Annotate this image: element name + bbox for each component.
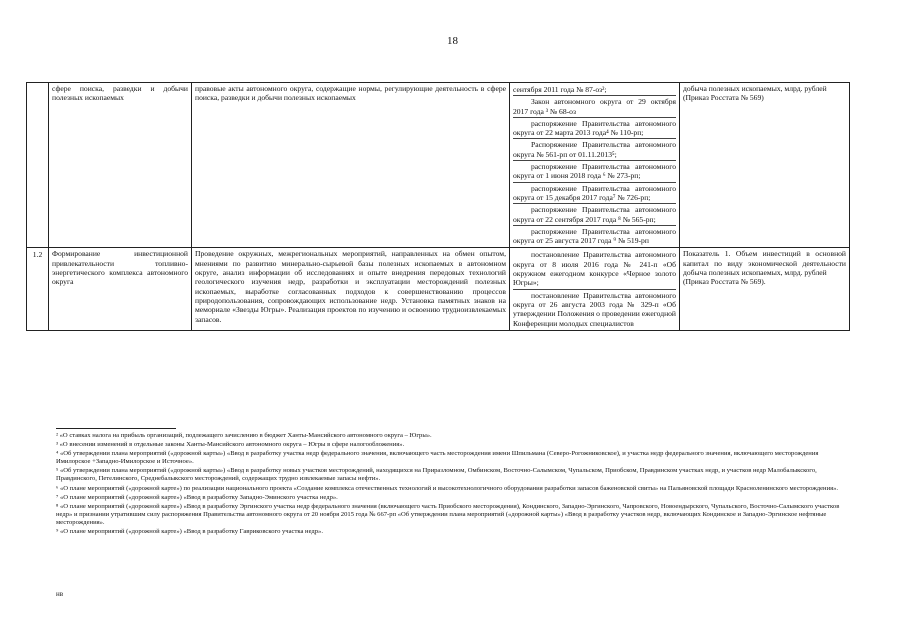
- program-table: [26, 82, 850, 331]
- document-entry: Распоряжение Правительства автономного округа № 561-рп от 01.11.2013⁵;: [513, 139, 676, 161]
- footer-mark: нв: [56, 590, 64, 598]
- footnote: ² «О ставках налога на прибыль организаций, подлежащего зачислению в бюджет Ханты-Мансийского автономного округа – Югры».: [56, 432, 432, 439]
- document-entry: распоряжение Правительства автономного округа от 22 сентября 2017 года ⁸ № 565-рп;: [513, 204, 676, 226]
- row-number: [27, 83, 49, 248]
- footnote: ⁶ «О плане мероприятий («дорожной карте») по реализации национального проекта «Создание комплекса отечественных технологий и высокотехнологичного оборудования разработки запасов баженовской свиты» на Пальяновской площади Красноленинского месторождения».: [56, 484, 839, 492]
- activity-description: правовые акты автономного округа, содержащие нормы, регулирующие деятельность в сфере поиска, разведки и добычи полезных ископаемых: [192, 83, 510, 248]
- document-entry: распоряжение Правительства автономного округа от 15 декабря 2017 года⁷ № 726-рп;: [513, 183, 676, 205]
- task-name: сферe поиска, разведки и добычи полезных ископаемых: [49, 83, 192, 248]
- row-number: 1.2: [27, 248, 49, 330]
- document-entry: постановление Правительства автономного округа от 8 июля 2016 года № 241-п «Об окружном ежегодном конкурсе «Черное золото Югры»;: [513, 249, 676, 289]
- footnote: ⁹ «О плане мероприятий («дорожной карте») «Ввод в разработку Гавриковского участка недр».: [56, 528, 324, 536]
- task-name: Формирование инвестиционной привлекательности топливно-энергетического комплекса автономного округа: [49, 248, 192, 330]
- table-row: [27, 83, 850, 248]
- document-entry: Закон автономного округа от 29 октября 2017 года ³ № 68-оз: [513, 96, 676, 118]
- footnote: ⁷ «О плане мероприятий («дорожной карте») «Ввод в разработку Западно-Эминского участка недр».: [56, 493, 338, 501]
- document-entry: распоряжение Правительства автономного округа от 22 марта 2013 года⁴ № 110-рп;: [513, 118, 676, 140]
- footnote-divider: [56, 428, 176, 429]
- footnote: ⁴ «Об утверждении плана мероприятий («дорожной карты») «Ввод в разработку участка недр федерального значения, включающего часть месторождения имени Шпильмана (Северо-Рогожниковское), и участка недр федерального значения, включающего месторождения Имилорское +Западно-Имилорское и Источное».: [56, 450, 819, 466]
- activity-description: Проведение окружных, межрегиональных мероприятий, направленных на обмен опытом, мнениями по развитию минерально-сырьевой базы полезных ископаемых в автономном округе, анализ информации об исследованиях и опыте внедрения передовых технологий геологического изучения недр, разработки и эксплуатации месторождений полезных ископаемых, выработке согласованных подходов к совершенствованию процессов природопользования, сопровождающих использование недр. Установка памятных знаков на мемориале «Звезды Югры». Реализация проектов по изучению и освоению трудноизвлекаемых запасов.: [192, 248, 510, 330]
- document-entry: распоряжение Правительства автономного округа от 1 июня 2018 года ⁶ № 273-рп;: [513, 161, 676, 183]
- footnote: ⁸ «О плане мероприятий («дорожной карте») «Ввод в разработку Эргинского участка недр федерального значения (включающего часть Приобского месторождения), Кондинского, Западно-Эргинского, Чапровского, Новоендырского, Чупальского, Восточно-Салымского участков недр» и признании утратившим силу распоряжения Правительства автономного округа от 20 ноября 2015 года № 667-рп «Об утверждении плана мероприятий («дорожной карты») «Ввод в разработку участков недр, включающих Кондинское и Западно-Эргинское нефтяные месторождения».: [56, 502, 840, 526]
- document-entry: сентября 2011 года № 87-оз²;: [513, 84, 676, 96]
- page-number: 18: [447, 35, 458, 47]
- document-entry: постановление Правительства автономного округа от 26 августа 2003 года № 329-п «Об утверждении Положения о проведении ежегодной Конференции молодых специалистов: [513, 290, 676, 328]
- table-row: [27, 248, 850, 330]
- legal-documents: [510, 83, 680, 248]
- footnotes: [56, 432, 849, 537]
- footnote: ³ «О внесении изменений в отдельные законы Ханты-Мансийского автономного округа – Югры в сфере налогообложения».: [56, 441, 405, 449]
- legal-documents: [510, 248, 680, 330]
- indicator: Показатель 1. Объем инвестиций в основной капитал по виду экономической деятельности добыча полезных ископаемых, млрд. рублей (Приказ Росстата № 569).: [680, 248, 850, 330]
- indicator: добыча полезных ископаемых, млрд. рублей (Приказ Росстата № 569): [680, 83, 850, 248]
- document-entry: распоряжение Правительства автономного округа от 25 августа 2017 года ⁹ № 519-рп: [513, 226, 676, 246]
- footnote: ⁵ «Об утверждении плана мероприятий («дорожной карты») «Ввод в разработку новых участков месторождений, находящихся на Приразломном, Омбинском, Восточно-Салымском, Чупальском, Приобском, Правдинском участках недр, и участков недр Малобалыкского, Правдинского, Петелинского, Среднебалыкского месторождений, содержащих трудно извлекаемые запасы нефти».: [56, 467, 817, 483]
